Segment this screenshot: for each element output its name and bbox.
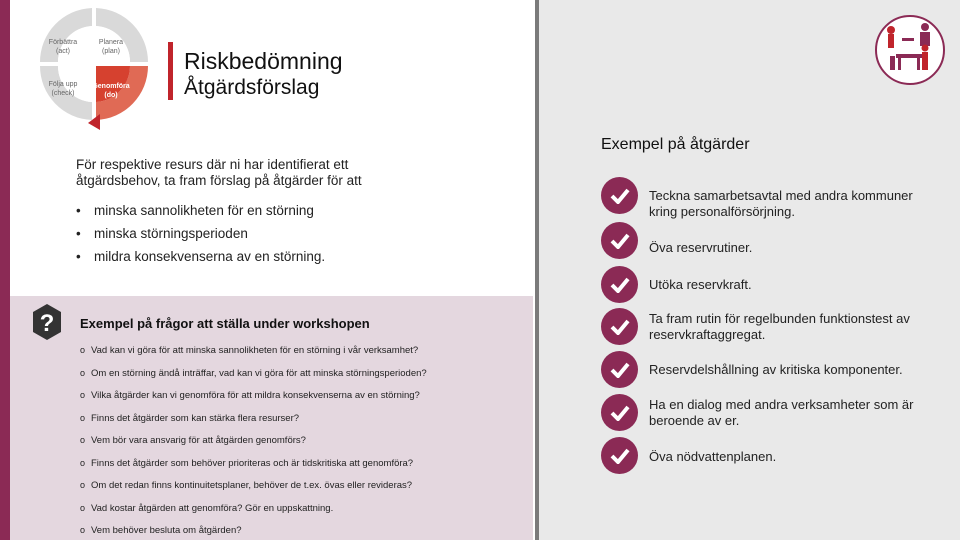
check-icon <box>601 437 638 474</box>
intro-bullet-list <box>76 202 396 271</box>
intro-text: För respektive resurs där ni har identifierat ett åtgärdsbehov, ta fram förslag på åtgärder för att <box>76 157 362 188</box>
cycle-label-plan: Planera (plan) <box>98 39 124 55</box>
example-text: Teckna samarbetsavtal med andra kommuner kring personalförsörjning. <box>649 188 913 219</box>
title-accent-bar <box>168 42 173 100</box>
check-icon <box>601 394 638 431</box>
check-icon <box>601 351 638 388</box>
example-item <box>601 351 941 391</box>
panel-divider <box>535 0 539 540</box>
page-subtitle: Åtgärdsförslag <box>184 76 320 99</box>
list-item: o Om det redan finns kontinuitetsplaner, behöver de t.ex. övas eller revideras? <box>80 479 427 502</box>
questions-list <box>80 344 427 547</box>
example-text: Öva nödvattenplanen. <box>649 449 777 464</box>
questions-heading: Exempel på frågor att ställa under workshopen <box>80 316 370 331</box>
check-icon <box>601 266 638 303</box>
example-item <box>601 308 941 348</box>
page-title: Riskbedömning <box>184 48 343 74</box>
list-item: o Finns det åtgärder som behöver prioriteras och är tidskritiska att genomföra? <box>80 457 427 480</box>
check-icon <box>601 308 638 345</box>
check-icon <box>601 177 638 214</box>
list-item: o Vad kostar åtgärden att genomföra? Gör en uppskattning. <box>80 502 427 525</box>
pdca-ring <box>14 0 174 140</box>
cycle-label-check: Följa upp (check) <box>48 81 78 97</box>
example-item <box>601 177 941 217</box>
list-item: • mildra konsekvenserna av en störning. <box>76 248 396 271</box>
list-item: • minska sannolikheten för en störning <box>76 202 396 225</box>
example-item <box>601 266 941 306</box>
example-text: Ha en dialog med andra verksamheter som är beroende av er. <box>649 397 914 428</box>
example-item <box>601 222 941 262</box>
svg-text:?: ? <box>39 310 55 337</box>
pdca-cycle-diagram <box>14 0 174 140</box>
list-item: o Vilka åtgärder kan vi genomföra för att mildra konsekvenserna av en störning? <box>80 389 427 412</box>
cycle-label-do: Genomföra (do) <box>92 83 130 99</box>
check-icon <box>601 222 638 259</box>
team-workshop-icon <box>874 14 946 86</box>
example-item <box>601 437 941 477</box>
example-text: Utöka reservkraft. <box>649 277 752 292</box>
cycle-label-act: Förbättra (act) <box>48 39 78 55</box>
example-text: Öva reservrutiner. <box>649 240 753 255</box>
example-item <box>601 394 941 434</box>
list-item: • minska störningsperioden <box>76 225 396 248</box>
left-accent-bar <box>0 0 10 540</box>
question-mark-icon <box>31 303 63 341</box>
examples-title: Exempel på åtgärder <box>601 136 750 153</box>
example-text: Reservdelshållning av kritiska komponenter. <box>649 362 903 377</box>
list-item: o Vad kan vi göra för att minska sannolikheten för en störning i vår verksamhet? <box>80 344 427 367</box>
example-text: Ta fram rutin för regelbunden funktionstest av reservkraftaggregat. <box>649 311 910 342</box>
list-item: o Om en störning ändå inträffar, vad kan vi göra för att minska störningsperioden? <box>80 367 427 390</box>
list-item: o Vem behöver besluta om åtgärden? <box>80 524 427 547</box>
list-item: o Vem bör vara ansvarig för att åtgärden genomförs? <box>80 434 427 457</box>
list-item: o Finns det åtgärder som kan stärka flera resurser? <box>80 412 427 435</box>
